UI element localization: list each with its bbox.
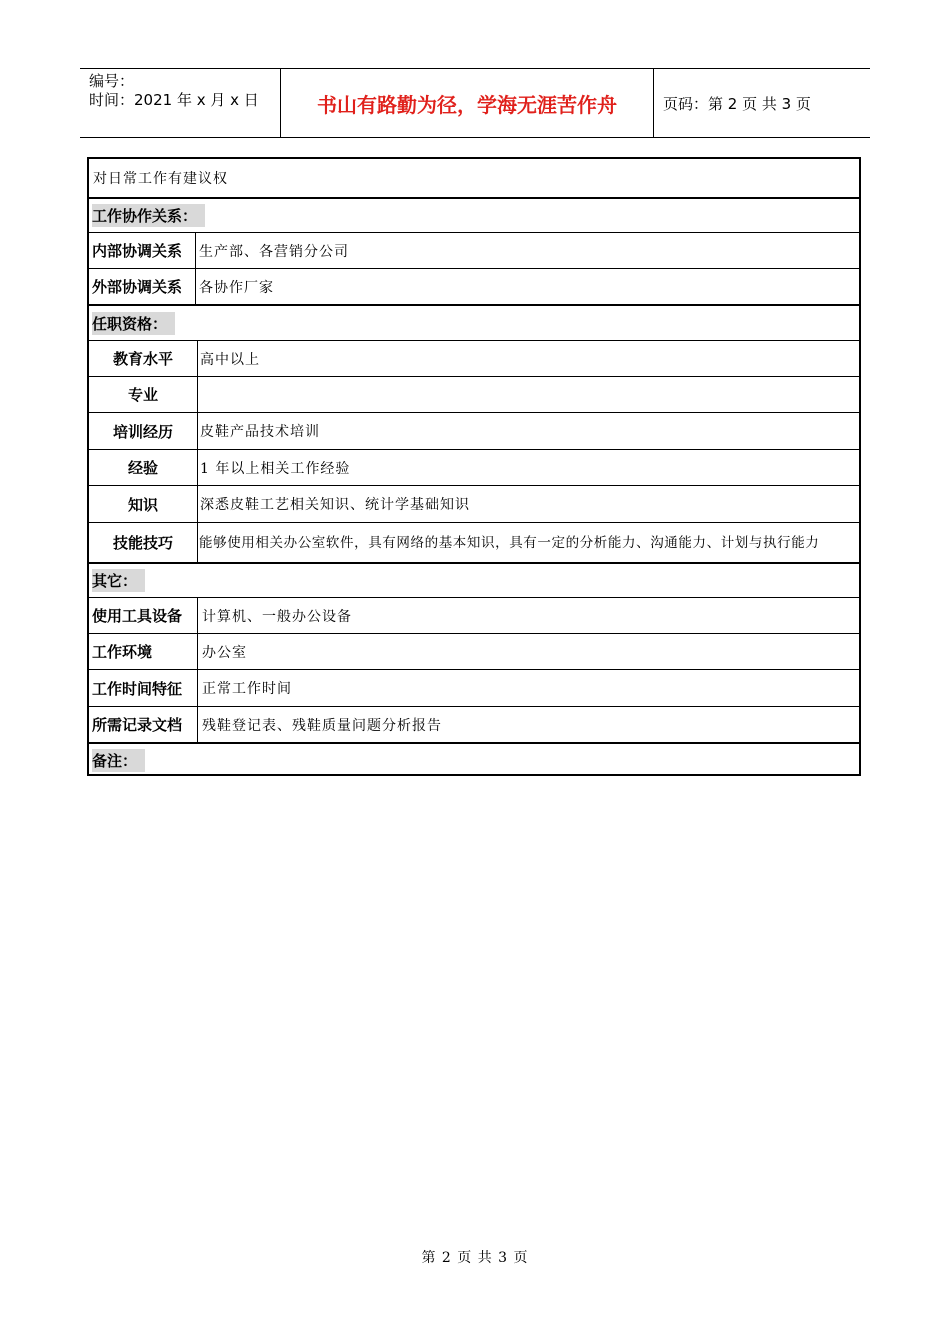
motto: 书山有路勤为径，学海无涯苦作舟 xyxy=(317,92,617,117)
header-meta xyxy=(80,69,280,137)
qualification-value: 1 年以上相关工作经验 xyxy=(200,460,351,477)
section-other-row xyxy=(89,562,859,597)
other-label: 所需记录文档 xyxy=(92,716,183,734)
document-number: 编号： xyxy=(89,72,135,90)
other-label: 工作时间特征 xyxy=(92,679,183,698)
qualification-row xyxy=(89,449,859,485)
other-label: 使用工具设备 xyxy=(92,607,183,625)
authority-text: 对日常工作有建议权 xyxy=(93,171,228,187)
other-row xyxy=(89,633,859,669)
qualification-row xyxy=(89,376,859,412)
other-row xyxy=(89,669,859,706)
section-notes-row xyxy=(89,742,859,776)
document-date: 时间：2021 年 x 月 x 日 xyxy=(89,91,259,109)
internal-relation-value: 生产部、各营销分公司 xyxy=(199,243,349,260)
qualification-label: 知识 xyxy=(127,495,158,514)
other-label: 工作环境 xyxy=(92,643,153,661)
page-header xyxy=(80,68,870,138)
qualification-label: 专业 xyxy=(127,386,158,404)
qualification-label: 技能技巧 xyxy=(112,534,173,552)
header-motto-cell xyxy=(280,69,654,137)
qualification-row xyxy=(89,522,859,562)
qualification-label: 培训经历 xyxy=(112,422,173,441)
external-relation-row xyxy=(89,268,859,304)
job-description-table xyxy=(87,157,861,776)
other-row xyxy=(89,706,859,742)
authority-row xyxy=(89,159,859,197)
section-cooperation-row xyxy=(89,197,859,232)
internal-relation-label: 内部协调关系 xyxy=(92,242,183,260)
other-value: 办公室 xyxy=(202,644,247,661)
other-value: 残鞋登记表、残鞋质量问题分析报告 xyxy=(202,717,442,734)
qualification-value: 皮鞋产品技术培训 xyxy=(200,424,320,440)
qualification-value: 深悉皮鞋工艺相关知识、统计学基础知识 xyxy=(200,497,470,513)
external-relation-label: 外部协调关系 xyxy=(92,278,183,296)
section-qualification-title: 任职资格： xyxy=(92,312,175,335)
section-notes-title: 备注： xyxy=(92,749,145,772)
qualification-label: 教育水平 xyxy=(112,350,173,368)
other-value: 计算机、一般办公设备 xyxy=(202,608,352,625)
qualification-value: 高中以上 xyxy=(200,351,260,368)
page-footer: 第 2 页 共 3 页 xyxy=(421,1250,529,1266)
other-row xyxy=(89,597,859,633)
qualification-row xyxy=(89,485,859,522)
page-info: 页码：第 2 页 共 3 页 xyxy=(663,94,811,113)
qualification-value: 能够使用相关办公室软件，具有网络的基本知识，具有一定的分析能力、沟通能力、计划与执行能力 xyxy=(199,534,820,551)
header-page-cell xyxy=(654,69,870,137)
qualification-row xyxy=(89,412,859,449)
section-qualification-row xyxy=(89,304,859,340)
qualification-label: 经验 xyxy=(127,459,158,477)
internal-relation-row xyxy=(89,232,859,268)
section-cooperation-title: 工作协作关系： xyxy=(92,204,205,227)
qualification-row xyxy=(89,340,859,376)
section-other-title: 其它： xyxy=(92,569,145,592)
external-relation-value: 各协作厂家 xyxy=(199,279,274,296)
other-value: 正常工作时间 xyxy=(202,681,292,697)
